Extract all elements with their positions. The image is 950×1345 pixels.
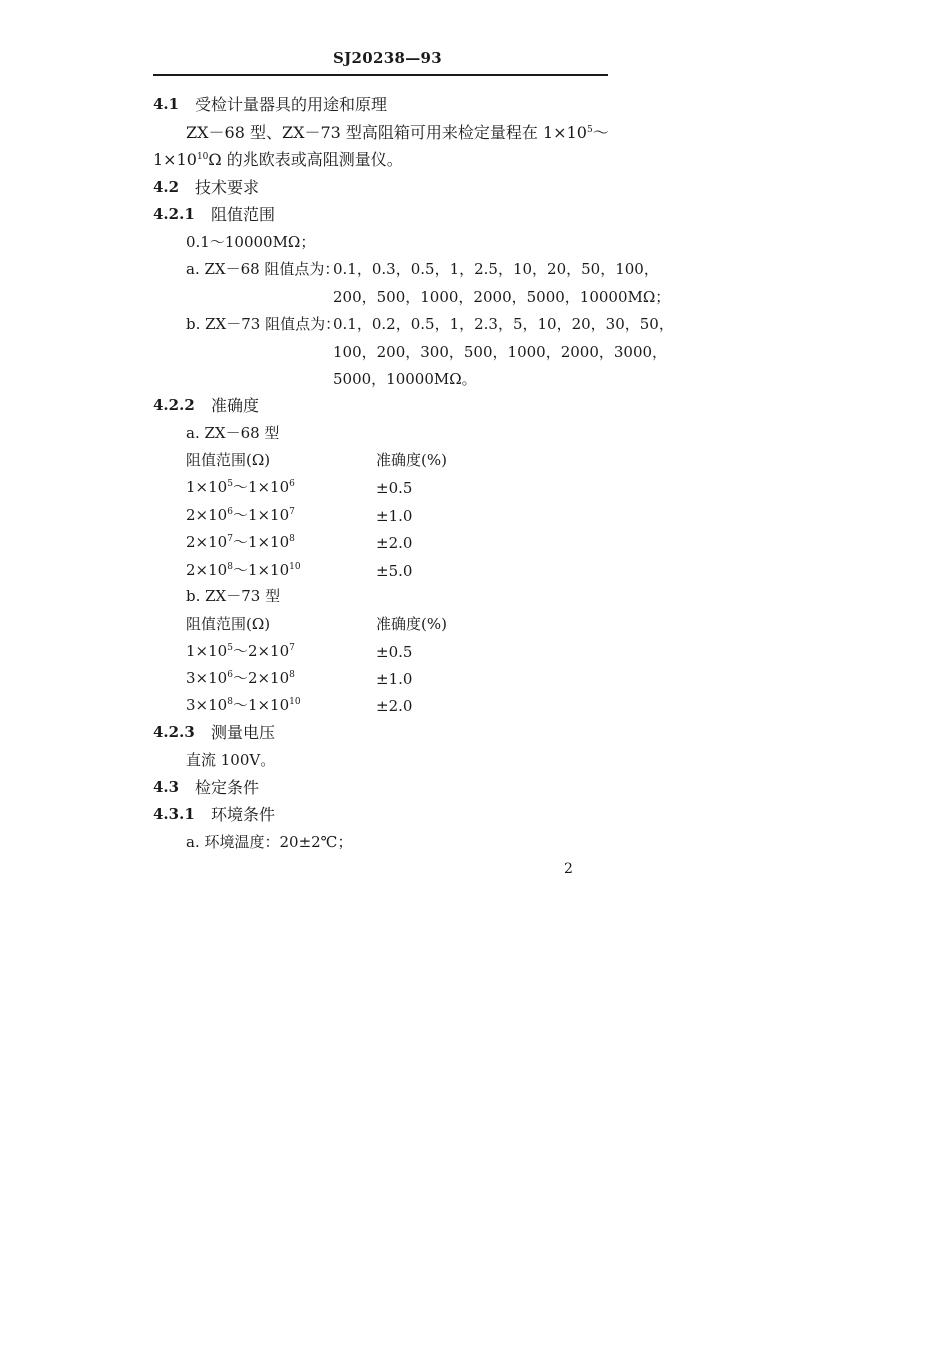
- table-row-accuracy: ±0.5: [376, 643, 413, 661]
- zx73-col-range-header: 阻值范围(Ω): [186, 615, 271, 633]
- table-row-accuracy: ±1.0: [376, 507, 413, 525]
- section-4-2-title: 技术要求: [195, 178, 260, 197]
- table-row-range: $3\times 10^6\sim 2\times 10^8$: [186, 669, 295, 687]
- zx73-col-accuracy-header: 准确度(%): [376, 615, 447, 633]
- table-row-range: $2\times 10^8\sim 1\times 10^{10}$: [186, 561, 301, 579]
- section-4-2-3-title: 测量电压: [211, 723, 276, 742]
- section-4-3-1-number: 4.3.1: [153, 805, 195, 823]
- section-4-2-1-title: 阻值范围: [211, 205, 276, 224]
- table-row-range: $2\times 10^7\sim 1\times 10^8$: [186, 533, 295, 551]
- table-row-accuracy: ±0.5: [376, 479, 413, 497]
- zx68-points-label: a. ZX－68 阻值点为：: [186, 260, 340, 278]
- document-code: SJ20238—93: [333, 49, 442, 67]
- table-row-range: $2\times 10^6\sim 1\times 10^7$: [186, 506, 295, 524]
- zx68-col-range-header: 阻值范围(Ω): [186, 451, 271, 469]
- section-4-1-line-2: $1\times 10^{10}\Omega$ 的兆欧表或高阻测量仪。: [153, 150, 403, 169]
- zx68-points-line-2: 200，500，1000，2000，5000，10000MΩ；: [333, 288, 671, 306]
- ambient-temperature: a. 环境温度：20±2℃；: [186, 833, 353, 851]
- section-4-2-number: 4.2: [153, 178, 180, 196]
- zx73-points-line-1: 0.1，0.2，0.5，1，2.3，5，10，20，30，50，: [333, 315, 674, 333]
- table-row-range: $3\times 10^8\sim 1\times 10^{10}$: [186, 696, 301, 714]
- table-row-accuracy: ±2.0: [376, 534, 413, 552]
- table-row-range: $1\times 10^5\sim 2\times 10^7$: [186, 642, 295, 660]
- table-row-accuracy: ±5.0: [376, 562, 413, 580]
- section-4-1-number: 4.1: [153, 95, 180, 113]
- section-4-1-title: 受检计量器具的用途和原理: [195, 95, 388, 114]
- table-row-accuracy: ±1.0: [376, 670, 413, 688]
- table-row-accuracy: ±2.0: [376, 697, 413, 715]
- table-row-range: $1\times 10^5\sim 1\times 10^6$: [186, 478, 295, 496]
- zx73-points-line-2: 100，200，300，500，1000，2000，3000，: [333, 343, 668, 361]
- section-4-2-3-number: 4.2.3: [153, 723, 195, 741]
- section-4-3-number: 4.3: [153, 778, 180, 796]
- zx68-table-label: a. ZX－68 型: [186, 424, 280, 442]
- section-4-1-line-1: ZX－68 型、ZX－73 型高阻箱可用来检定量程在 $1\times 10^5\sim$: [186, 123, 609, 142]
- zx68-points-line-1: 0.1，0.3，0.5，1，2.5，10，20，50，100，: [333, 260, 659, 278]
- zx73-points-line-3: 5000，10000MΩ。: [333, 370, 477, 388]
- header-rule: [153, 74, 608, 76]
- zx73-table-label: b. ZX－73 型: [186, 587, 281, 605]
- resistance-range: 0.1～10000MΩ；: [186, 233, 316, 251]
- page-number: 2: [564, 861, 573, 877]
- section-4-2-2-title: 准确度: [211, 396, 260, 415]
- section-4-2-1-number: 4.2.1: [153, 205, 195, 223]
- section-4-3-title: 检定条件: [195, 778, 260, 797]
- section-4-3-1-title: 环境条件: [211, 805, 276, 824]
- zx73-points-label: b. ZX－73 阻值点为：: [186, 315, 341, 333]
- measurement-voltage: 直流 100V。: [186, 751, 276, 769]
- section-4-2-2-number: 4.2.2: [153, 396, 195, 414]
- zx68-col-accuracy-header: 准确度(%): [376, 451, 447, 469]
